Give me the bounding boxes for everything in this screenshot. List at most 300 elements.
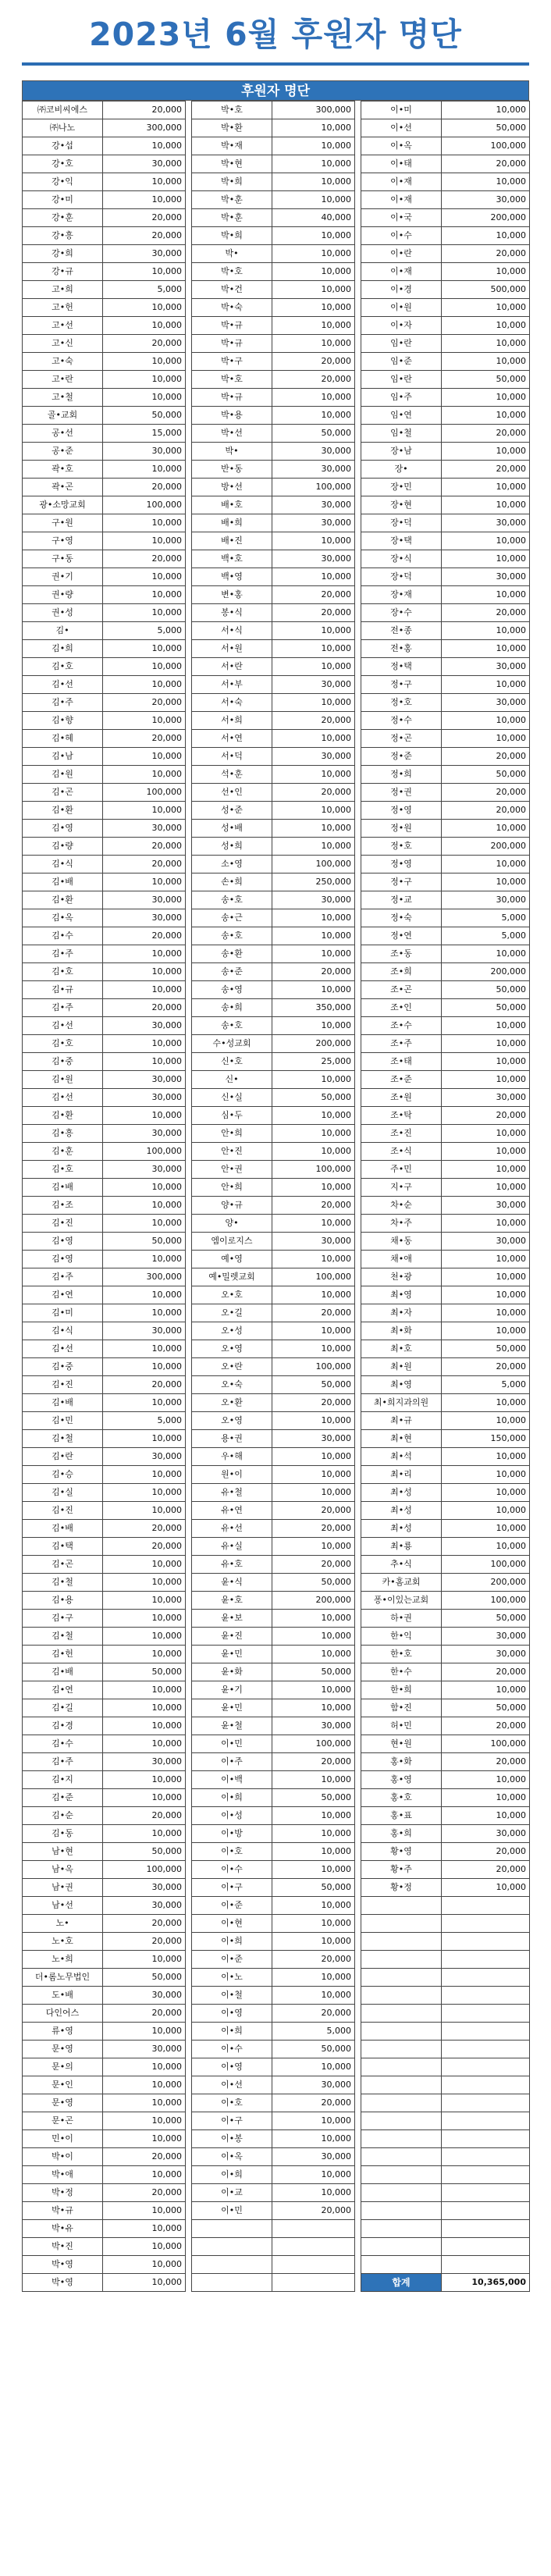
column-gap	[186, 1753, 192, 1771]
donor-name: 박•희	[192, 227, 272, 245]
donor-amount: 10,000	[103, 2166, 186, 2184]
donor-amount: 10,000	[272, 730, 355, 748]
column-gap	[355, 1089, 361, 1107]
donor-name: 박•건	[192, 281, 272, 299]
donor-name: 최•성	[361, 1484, 442, 1502]
donor-name: 추•식	[361, 1556, 442, 1574]
empty-cell	[361, 2238, 442, 2256]
table-row	[23, 1825, 530, 1843]
donor-amount: 50,000	[272, 1089, 355, 1107]
donor-name: ㈜나노	[23, 119, 103, 137]
empty-cell	[442, 2076, 530, 2094]
table-row	[23, 568, 530, 586]
donor-name: 이•민	[192, 1735, 272, 1753]
donor-amount: 20,000	[442, 1717, 530, 1735]
column-gap	[355, 389, 361, 407]
donor-amount: 20,000	[103, 2148, 186, 2166]
donor-amount: 5,000	[103, 1412, 186, 1430]
table-row	[23, 1268, 530, 1286]
table-row	[23, 137, 530, 155]
column-gap	[355, 1879, 361, 1897]
table-row	[23, 1161, 530, 1179]
column-gap	[186, 748, 192, 766]
donor-amount: 10,000	[103, 1646, 186, 1663]
column-gap	[186, 1268, 192, 1286]
donor-amount: 100,000	[442, 1556, 530, 1574]
donor-amount: 50,000	[103, 1233, 186, 1251]
column-gap	[355, 1251, 361, 1268]
donor-name: 노•희	[23, 1951, 103, 1969]
donor-name: 카•홈교회	[361, 1574, 442, 1592]
donor-name: 고•숙	[23, 353, 103, 371]
empty-cell	[272, 2238, 355, 2256]
table-row	[23, 281, 530, 299]
donor-amount: 10,000	[272, 1484, 355, 1502]
column-gap	[355, 1268, 361, 1286]
donor-amount: 10,000	[103, 2220, 186, 2238]
donor-amount: 10,000	[103, 2076, 186, 2094]
table-row	[23, 550, 530, 568]
donor-name: 최•호	[361, 1340, 442, 1358]
empty-cell	[361, 1915, 442, 1933]
donor-amount: 30,000	[103, 2041, 186, 2058]
donor-name: 배•진	[192, 532, 272, 550]
donor-amount: 50,000	[442, 371, 530, 389]
column-gap	[355, 676, 361, 694]
donor-name: 한•희	[361, 1681, 442, 1699]
donor-name: 정•구	[361, 676, 442, 694]
donor-name: 이•경	[361, 281, 442, 299]
column-gap	[355, 1430, 361, 1448]
column-gap	[186, 2041, 192, 2058]
donor-name: 오•영	[192, 1340, 272, 1358]
donor-name: 장•덕	[361, 568, 442, 586]
donor-name: 이•수	[192, 1861, 272, 1879]
column-gap	[355, 2148, 361, 2166]
donor-amount: 20,000	[272, 1197, 355, 1215]
donor-name: 유•철	[192, 1484, 272, 1502]
donor-name: 이•희	[192, 1789, 272, 1807]
table-row	[23, 694, 530, 712]
empty-cell	[361, 1933, 442, 1951]
column-gap	[355, 622, 361, 640]
table-row	[23, 155, 530, 173]
column-gap	[186, 1951, 192, 1969]
column-gap	[355, 1951, 361, 1969]
column-gap	[186, 2274, 192, 2292]
donor-name: 안•진	[192, 1143, 272, 1161]
donor-amount: 10,000	[272, 1897, 355, 1915]
donor-name: 김•혜	[23, 730, 103, 748]
table-row	[23, 119, 530, 137]
donor-amount: 10,000	[442, 1412, 530, 1430]
donor-name: 최•원	[361, 1358, 442, 1376]
column-gap	[355, 2256, 361, 2274]
donor-amount: 10,000	[103, 1789, 186, 1807]
donor-amount: 20,000	[442, 1107, 530, 1125]
table-row	[23, 335, 530, 353]
column-gap	[186, 1556, 192, 1574]
table-row	[23, 1035, 530, 1053]
donor-name: 정•호	[361, 694, 442, 712]
donor-name: 예•영	[192, 1251, 272, 1268]
donor-name: 함•진	[361, 1699, 442, 1717]
column-gap	[186, 1663, 192, 1681]
column-gap	[355, 1753, 361, 1771]
column-gap	[355, 281, 361, 299]
donor-amount: 100,000	[103, 1861, 186, 1879]
donor-name: 구•동	[23, 550, 103, 568]
donor-name: 이•희	[192, 2166, 272, 2184]
donor-name: 차•순	[361, 1197, 442, 1215]
donor-amount: 10,000	[103, 1286, 186, 1304]
donor-name: 민•이	[23, 2130, 103, 2148]
donor-name: 전•종	[361, 622, 442, 640]
donor-amount: 20,000	[272, 2005, 355, 2023]
table-row	[23, 1951, 530, 1969]
table-row	[23, 353, 530, 371]
column-gap	[355, 873, 361, 891]
donor-name: 정•영	[361, 802, 442, 820]
donor-amount: 10,000	[272, 1215, 355, 1233]
donor-name: 최•성	[361, 1520, 442, 1538]
donor-name: 박•	[192, 245, 272, 263]
donor-name: 최•화	[361, 1322, 442, 1340]
column-gap	[186, 1484, 192, 1502]
column-gap	[355, 1053, 361, 1071]
column-gap	[186, 1035, 192, 1053]
donor-amount: 10,000	[442, 532, 530, 550]
empty-cell	[442, 2238, 530, 2256]
donor-name: 김•연	[23, 1681, 103, 1699]
donor-amount: 10,000	[272, 335, 355, 353]
table-row	[23, 1610, 530, 1628]
donor-amount: 10,000	[272, 407, 355, 425]
column-gap	[355, 2220, 361, 2238]
donor-amount: 10,000	[272, 694, 355, 712]
donor-amount: 20,000	[442, 1663, 530, 1681]
column-gap	[355, 479, 361, 496]
donor-name: 심•두	[192, 1107, 272, 1125]
donor-name: 김•원	[23, 1071, 103, 1089]
donor-amount: 10,000	[272, 1412, 355, 1430]
donor-name: 한•호	[361, 1646, 442, 1663]
table-row	[23, 1592, 530, 1610]
donor-name: 서•원	[192, 640, 272, 658]
donor-amount: 10,000	[272, 1448, 355, 1466]
table-row	[23, 263, 530, 281]
donor-amount: 100,000	[272, 479, 355, 496]
donor-name: 송•호	[192, 927, 272, 945]
donor-amount: 20,000	[272, 1556, 355, 1574]
donor-name: 송•환	[192, 945, 272, 963]
column-gap	[355, 1484, 361, 1502]
column-gap	[355, 2058, 361, 2076]
donor-name: 이•재	[361, 173, 442, 191]
donor-amount: 10,000	[272, 927, 355, 945]
donor-name: 오•영	[192, 1412, 272, 1430]
donor-name: 조•희	[361, 963, 442, 981]
table-row	[23, 945, 530, 963]
empty-cell	[442, 2058, 530, 2076]
donor-amount: 10,000	[442, 1771, 530, 1789]
donor-name: 용•권	[192, 1430, 272, 1448]
donor-amount: 50,000	[272, 1663, 355, 1681]
donor-amount: 200,000	[442, 1574, 530, 1592]
column-gap	[186, 119, 192, 137]
column-gap	[186, 1879, 192, 1897]
donor-name: 박•이	[23, 2148, 103, 2166]
donor-name: 서•덕	[192, 748, 272, 766]
column-gap	[186, 1681, 192, 1699]
donor-amount: 10,000	[442, 873, 530, 891]
donor-amount: 10,000	[442, 1215, 530, 1233]
donor-name: 이•백	[192, 1771, 272, 1789]
table-row	[23, 1430, 530, 1448]
donor-amount: 10,000	[103, 2112, 186, 2130]
donor-name: 정•연	[361, 927, 442, 945]
donor-name: 정•곤	[361, 730, 442, 748]
donor-name: 현•원	[361, 1735, 442, 1753]
table-row	[23, 479, 530, 496]
donor-amount: 10,000	[103, 1340, 186, 1358]
column-gap	[186, 1735, 192, 1753]
column-gap	[186, 1592, 192, 1610]
column-gap	[355, 1233, 361, 1251]
column-gap	[355, 371, 361, 389]
donor-name: 윤•화	[192, 1663, 272, 1681]
column-gap	[186, 2058, 192, 2076]
table-row	[23, 2274, 530, 2292]
donor-amount: 30,000	[103, 245, 186, 263]
donor-name: 김•선	[23, 1089, 103, 1107]
table-row	[23, 1358, 530, 1376]
donor-amount: 10,000	[272, 2112, 355, 2130]
donor-amount: 10,000	[442, 1789, 530, 1807]
donor-name: 김•흥	[23, 1125, 103, 1143]
column-gap	[186, 694, 192, 712]
table-row	[23, 1987, 530, 2005]
donor-amount: 10,000	[272, 191, 355, 209]
column-gap	[355, 856, 361, 873]
table-row	[23, 2041, 530, 2058]
table-row	[23, 748, 530, 766]
donor-amount: 10,000	[272, 838, 355, 856]
donor-amount: 10,000	[103, 981, 186, 999]
donor-amount: 10,000	[272, 155, 355, 173]
empty-cell	[442, 2166, 530, 2184]
donor-amount: 30,000	[272, 496, 355, 514]
donor-amount: 10,000	[103, 748, 186, 766]
donor-amount: 30,000	[103, 1753, 186, 1771]
donor-name: 김•원	[23, 766, 103, 784]
donor-amount: 10,000	[442, 335, 530, 353]
donor-name: 윤•철	[192, 1717, 272, 1735]
column-gap	[355, 1340, 361, 1358]
donor-name: 김•진	[23, 1376, 103, 1394]
donor-amount: 10,000	[103, 2023, 186, 2041]
column-gap	[186, 1233, 192, 1251]
table-row	[23, 2005, 530, 2023]
donor-amount: 10,000	[442, 389, 530, 407]
donor-amount: 30,000	[103, 1897, 186, 1915]
donor-amount: 300,000	[103, 119, 186, 137]
donor-name: 임•준	[361, 353, 442, 371]
donor-name: 강•섭	[23, 137, 103, 155]
donor-name: 이•원	[361, 299, 442, 317]
donor-name: 김•남	[23, 748, 103, 766]
donor-name: 박•호	[192, 371, 272, 389]
donor-amount: 20,000	[103, 1538, 186, 1556]
donor-name: 장•	[361, 461, 442, 479]
donor-amount: 10,000	[272, 1861, 355, 1879]
donor-name: 김•조	[23, 1197, 103, 1215]
donor-amount: 10,000	[103, 317, 186, 335]
donor-amount: 10,000	[442, 1448, 530, 1466]
donor-amount: 100,000	[103, 1143, 186, 1161]
donor-name: 김•영	[23, 820, 103, 838]
empty-cell	[442, 2202, 530, 2220]
table-row	[23, 927, 530, 945]
column-gap	[186, 2166, 192, 2184]
donor-amount: 50,000	[442, 119, 530, 137]
column-gap	[355, 2094, 361, 2112]
column-gap	[355, 550, 361, 568]
column-gap	[186, 263, 192, 281]
donor-amount: 350,000	[272, 999, 355, 1017]
donor-amount: 30,000	[272, 550, 355, 568]
donor-name: 조•준	[361, 1071, 442, 1089]
donor-amount: 30,000	[103, 1322, 186, 1340]
donor-name: 채•애	[361, 1251, 442, 1268]
table-row	[23, 1502, 530, 1520]
donor-amount: 10,000	[442, 1179, 530, 1197]
donor-amount: 10,000	[272, 389, 355, 407]
column-gap	[186, 2130, 192, 2148]
donor-name: 김•훈	[23, 1143, 103, 1161]
column-gap	[355, 1197, 361, 1215]
donor-amount: 10,000	[272, 245, 355, 263]
column-gap	[355, 1969, 361, 1987]
table-row	[23, 227, 530, 245]
donor-name: 이•영	[192, 2005, 272, 2023]
column-gap	[186, 1358, 192, 1376]
donor-name: 한•수	[361, 1663, 442, 1681]
empty-cell	[192, 2274, 272, 2292]
donor-amount: 10,000	[103, 676, 186, 694]
donor-amount: 10,000	[272, 802, 355, 820]
table-row	[23, 1807, 530, 1825]
donor-amount: 10,000	[442, 353, 530, 371]
donor-amount: 10,000	[103, 137, 186, 155]
donor-name: 박•규	[192, 317, 272, 335]
donor-amount: 20,000	[103, 927, 186, 945]
donor-amount: 50,000	[442, 981, 530, 999]
column-gap	[186, 766, 192, 784]
donor-amount: 10,000	[442, 622, 530, 640]
donor-name: 김•호	[23, 963, 103, 981]
donor-amount: 10,000	[442, 1681, 530, 1699]
donor-name: 봉•식	[192, 604, 272, 622]
donor-amount: 10,000	[442, 1322, 530, 1340]
donor-amount: 50,000	[103, 1663, 186, 1681]
column-gap	[355, 1681, 361, 1699]
donor-amount: 50,000	[103, 407, 186, 425]
donor-name: 강•익	[23, 173, 103, 191]
donor-amount: 30,000	[272, 891, 355, 909]
column-gap	[355, 1125, 361, 1143]
column-gap	[186, 1915, 192, 1933]
column-gap	[186, 191, 192, 209]
donor-name: 이•노	[192, 1969, 272, 1987]
column-gap	[355, 532, 361, 550]
donor-name: 유•호	[192, 1556, 272, 1574]
empty-cell	[442, 1897, 530, 1915]
donor-name: 조•주	[361, 1035, 442, 1053]
column-gap	[186, 1322, 192, 1340]
donor-amount: 20,000	[103, 730, 186, 748]
donor-amount: 10,000	[103, 2256, 186, 2274]
donor-name: 김•주	[23, 999, 103, 1017]
page-title: 2023년 6월 후원자 명단	[89, 16, 462, 53]
donor-amount: 10,000	[103, 1592, 186, 1610]
column-gap	[355, 1987, 361, 2005]
column-gap	[355, 1520, 361, 1538]
donor-name: 이•교	[192, 2184, 272, 2202]
donor-name: 김•주	[23, 945, 103, 963]
donor-name: 박•현	[192, 155, 272, 173]
donor-amount: 10,000	[442, 1017, 530, 1035]
table-row	[23, 1843, 530, 1861]
column-gap	[355, 1699, 361, 1717]
donor-name: 김•환	[23, 1107, 103, 1125]
table-row	[23, 1861, 530, 1879]
column-gap	[186, 1789, 192, 1807]
table-row	[23, 838, 530, 856]
empty-cell	[361, 2184, 442, 2202]
donor-amount: 20,000	[103, 1933, 186, 1951]
donor-name: 박•유	[23, 2220, 103, 2238]
donor-amount: 10,000	[272, 1107, 355, 1125]
column-gap	[355, 1394, 361, 1412]
table-row	[23, 963, 530, 981]
donor-amount: 10,000	[272, 1286, 355, 1304]
donor-amount: 10,000	[442, 1035, 530, 1053]
donor-name: 류•영	[23, 2023, 103, 2041]
donor-name: 이•수	[361, 227, 442, 245]
donor-amount: 10,000	[442, 496, 530, 514]
donor-name: 김•동	[23, 1825, 103, 1843]
column-gap	[186, 999, 192, 1017]
donor-amount: 10,000	[442, 263, 530, 281]
table-row	[23, 1735, 530, 1753]
donor-amount: 20,000	[103, 1376, 186, 1394]
donor-name: 장•남	[361, 443, 442, 461]
donor-amount: 10,000	[103, 173, 186, 191]
table-row	[23, 856, 530, 873]
donor-name: 고•란	[23, 371, 103, 389]
donor-amount: 30,000	[103, 1879, 186, 1897]
donor-name: 김•구	[23, 1610, 103, 1628]
donor-amount: 150,000	[442, 1430, 530, 1448]
donor-name: 이•수	[192, 2041, 272, 2058]
donor-name: 김•배	[23, 1179, 103, 1197]
donor-name: 양•규	[192, 1197, 272, 1215]
donor-name: 장•민	[361, 479, 442, 496]
column-gap	[355, 1807, 361, 1825]
donor-amount: 20,000	[103, 2005, 186, 2023]
donor-name: 정•호	[361, 838, 442, 856]
